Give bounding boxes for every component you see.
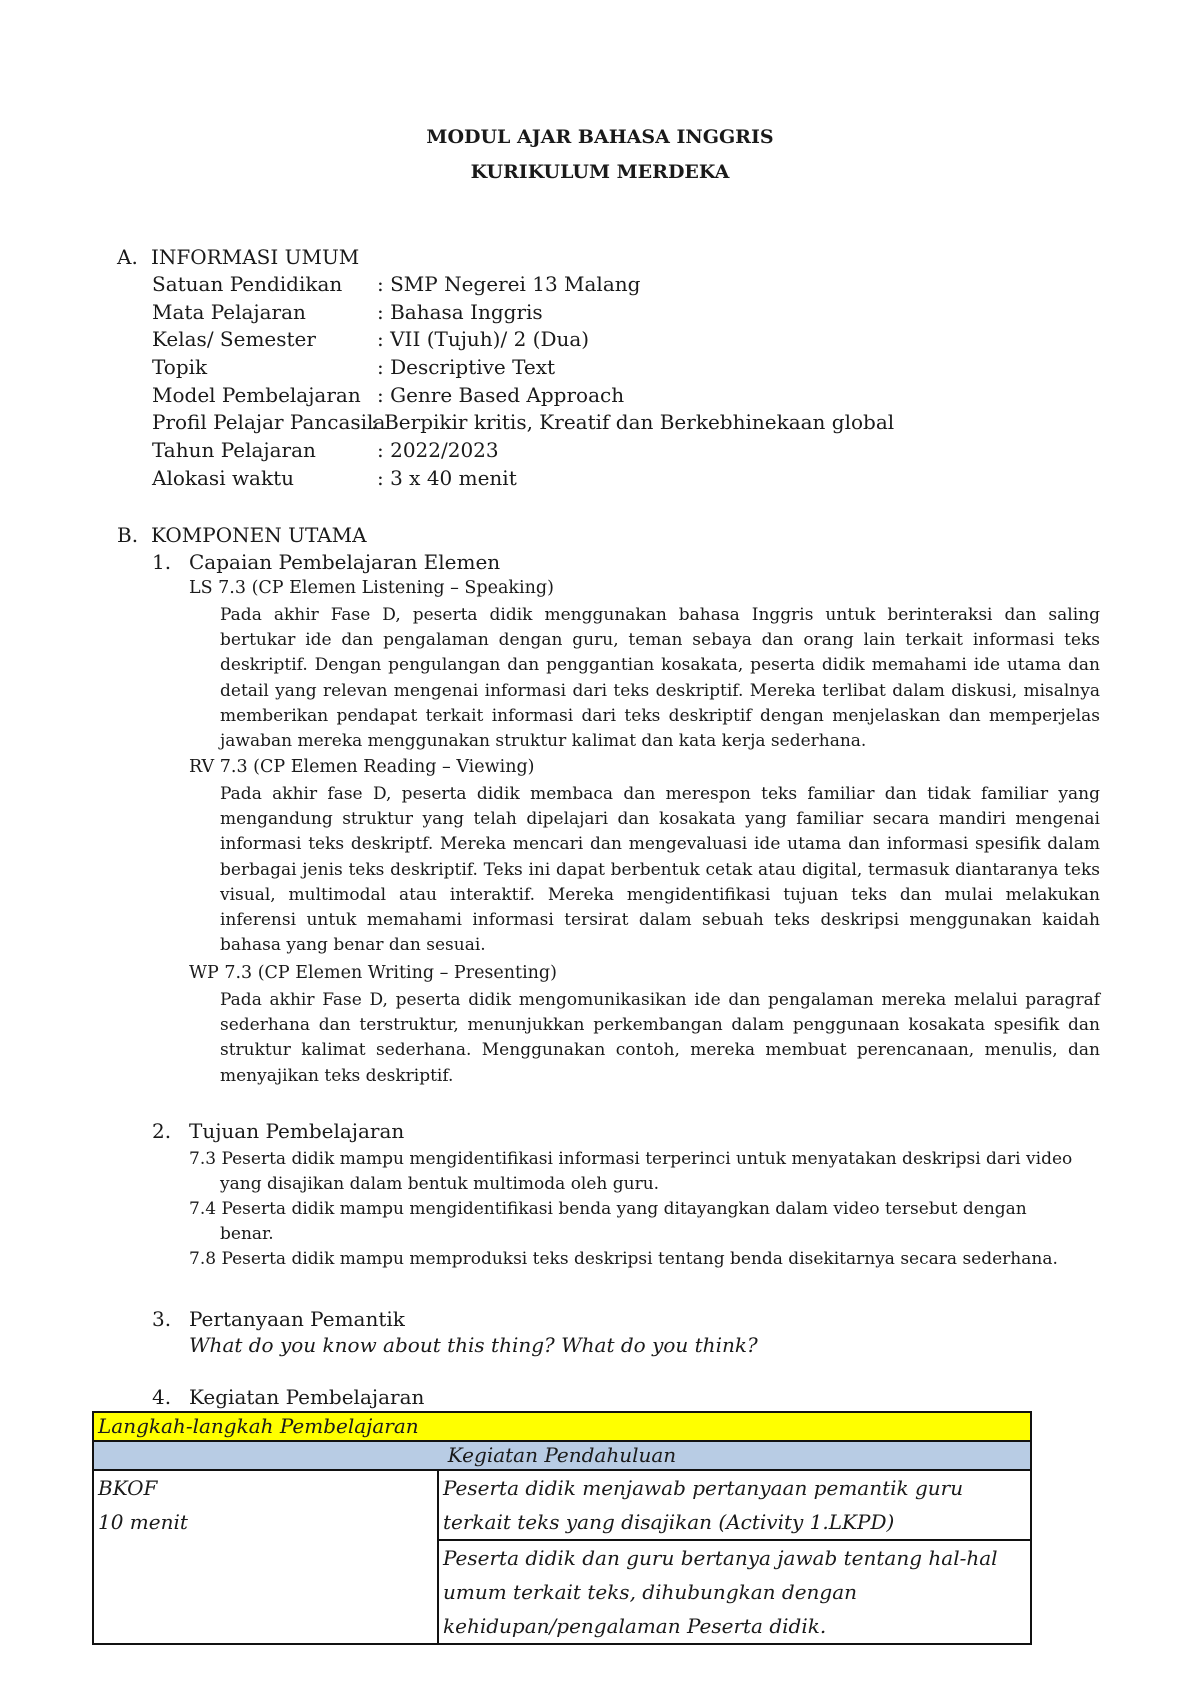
goal-item (189, 1197, 1089, 1247)
info-row (152, 382, 894, 410)
activity-table (92, 1411, 1032, 1645)
info-label: Topik (152, 355, 208, 380)
item-number: 4. (152, 1385, 172, 1409)
table-row (93, 1441, 1031, 1470)
item-title: Pertanyaan Pemantik (189, 1307, 405, 1331)
goal-item (189, 1247, 1089, 1272)
section-b-title: KOMPONEN UTAMA (151, 523, 367, 547)
item-1-heading (152, 549, 500, 575)
item-number: 2. (152, 1119, 172, 1143)
table-row (93, 1470, 1031, 1540)
cp-title-rv: RV 7.3 (CP Elemen Reading – Viewing) (189, 757, 535, 777)
document-subtitle: KURIKULUM MERDEKA (470, 161, 730, 183)
item-4-heading (152, 1384, 424, 1410)
info-row (152, 271, 894, 299)
activity-cell: Peserta didik menjawab pertanyaan pemantik guru terkait teks yang disajikan (Activity 1.LKPD) (438, 1470, 1031, 1540)
goal-line: yang disajikan dalam bentuk multimoda oleh guru. (220, 1174, 660, 1194)
goal-line: 7.3 Peserta didik mampu mengidentifikasi informasi terperinci untuk menyatakan deskripsi dari video (189, 1149, 1073, 1169)
cp-title-wp: WP 7.3 (CP Elemen Writing – Presenting) (189, 963, 557, 983)
stage-cell (93, 1470, 438, 1644)
info-value: : Descriptive Text (377, 355, 556, 380)
item-title: Kegiatan Pembelajaran (189, 1385, 425, 1409)
goal-line: 7.4 Peserta didik mampu mengidentifikasi benda yang ditayangkan dalam video tersebut dengan (189, 1199, 1027, 1219)
info-table (152, 271, 894, 493)
item-2-heading (152, 1118, 404, 1144)
item-3-heading (152, 1306, 405, 1332)
item-number: 3. (152, 1307, 172, 1331)
section-a-letter: A. (117, 245, 138, 269)
info-value: : 3 x 40 menit (377, 465, 517, 490)
info-row (152, 437, 894, 465)
info-value: : SMP Negerei 13 Malang (377, 272, 641, 296)
goal-list (189, 1147, 1089, 1272)
info-label: Alokasi waktu (152, 465, 295, 490)
section-b-heading (117, 522, 367, 548)
table-header: Langkah-langkah Pembelajaran (93, 1412, 1031, 1441)
info-row (152, 354, 894, 382)
cp-paragraph-wp: Pada akhir Fase D, peserta didik mengomunikasikan ide dan pengalaman mereka melalui paragraf sederhana dan terstruktur, menunjukkan perkembangan dalam penggunaan kosakata spesifik dan struktur kalimat sederhana. Menggunakan contoh, mereka membuat perencanaan, menulis, dan menyajikan teks deskriptif. (220, 990, 1100, 1086)
stage-label: BKOF (98, 1476, 158, 1500)
section-a-heading (117, 244, 359, 270)
document-title: MODUL AJAR BAHASA INGGRIS (426, 126, 774, 148)
info-value: : Genre Based Approach (377, 382, 625, 407)
section-a-title: INFORMASI UMUM (151, 245, 360, 269)
info-value: : Bahasa Inggris (377, 299, 543, 324)
info-value: : VII (Tujuh)/ 2 (Dua) (377, 327, 590, 352)
goal-line: 7.8 Peserta didik mampu memproduksi teks deskripsi tentang benda disekitarnya secara sederhana. (189, 1249, 1058, 1269)
info-label: Profil Pelajar Pancasila (152, 410, 386, 435)
table-row (93, 1412, 1031, 1441)
cp-paragraph-ls: Pada akhir Fase D, peserta didik menggunakan bahasa Inggris untuk berinteraksi dan saling bertukar ide dan pengalaman dengan guru, teman sebaya dan orang lain terkait informasi teks deskriptif. Dengan pengulangan dan penggantian kosakata, peserta didik memahami ide utama dan detail yang relevan mengenai informasi dari teks deskriptif. Mereka terlibat dalam diskusi, misalnya memberikan pendapat terkait informasi dari teks deskriptif dengan menjelaskan dan memperjelas jawaban mereka menggunakan struktur kalimat dan kata kerja sederhana. (220, 605, 1100, 752)
goal-line: benar. (220, 1224, 274, 1244)
item-title: Capaian Pembelajaran Elemen (189, 550, 501, 574)
info-label: Model Pembelajaran (152, 382, 361, 407)
info-label: Tahun Pelajaran (152, 438, 316, 463)
section-b-letter: B. (117, 523, 139, 547)
info-row (152, 299, 894, 327)
activity-cell: Peserta didik dan guru bertanya jawab tentang hal-hal umum terkait teks, dihubungkan dengan kehidupan/pengalaman Peserta didik. (438, 1540, 1031, 1644)
stage-duration: 10 menit (98, 1510, 188, 1534)
info-row (152, 465, 894, 493)
item-title: Tujuan Pembelajaran (189, 1119, 405, 1143)
info-row (152, 326, 894, 354)
info-label: Kelas/ Semester (152, 327, 316, 352)
info-label: Mata Pelajaran (152, 299, 306, 324)
info-row (152, 409, 894, 437)
cp-paragraph-rv: Pada akhir fase D, peserta didik membaca dan merespon teks familiar dan tidak familiar yang mengandung struktur yang telah dipelajari dan kosakata yang familiar secara mandiri mengenai informasi teks deskriptf. Mereka mencari dan mengevaluasi ide utama dan informasi spesifik dalam berbagai jenis teks deskriptif. Teks ini dapat berbentuk cetak atau digital, termasuk diantaranya teks visual, multimodal atau interaktif. Mereka mengidentifikasi tujuan teks dan mulai melakukan inferensi untuk memahami informasi tersirat dalam sebuah teks deskripsi menggunakan kaidah bahasa yang benar dan sesuai. (220, 784, 1100, 956)
info-value: : 2022/2023 (377, 438, 499, 463)
item-number: 1. (152, 550, 172, 574)
info-label: Satuan Pendidikan (152, 272, 343, 296)
guiding-question: What do you know about this thing? What do you think? (189, 1333, 758, 1357)
goal-item (189, 1147, 1089, 1197)
cp-title-ls: LS 7.3 (CP Elemen Listening – Speaking) (189, 578, 554, 598)
table-subheader: Kegiatan Pendahuluan (93, 1441, 1031, 1470)
info-value: : Berpikir kritis, Kreatif dan Berkebhinekaan global (371, 410, 895, 435)
